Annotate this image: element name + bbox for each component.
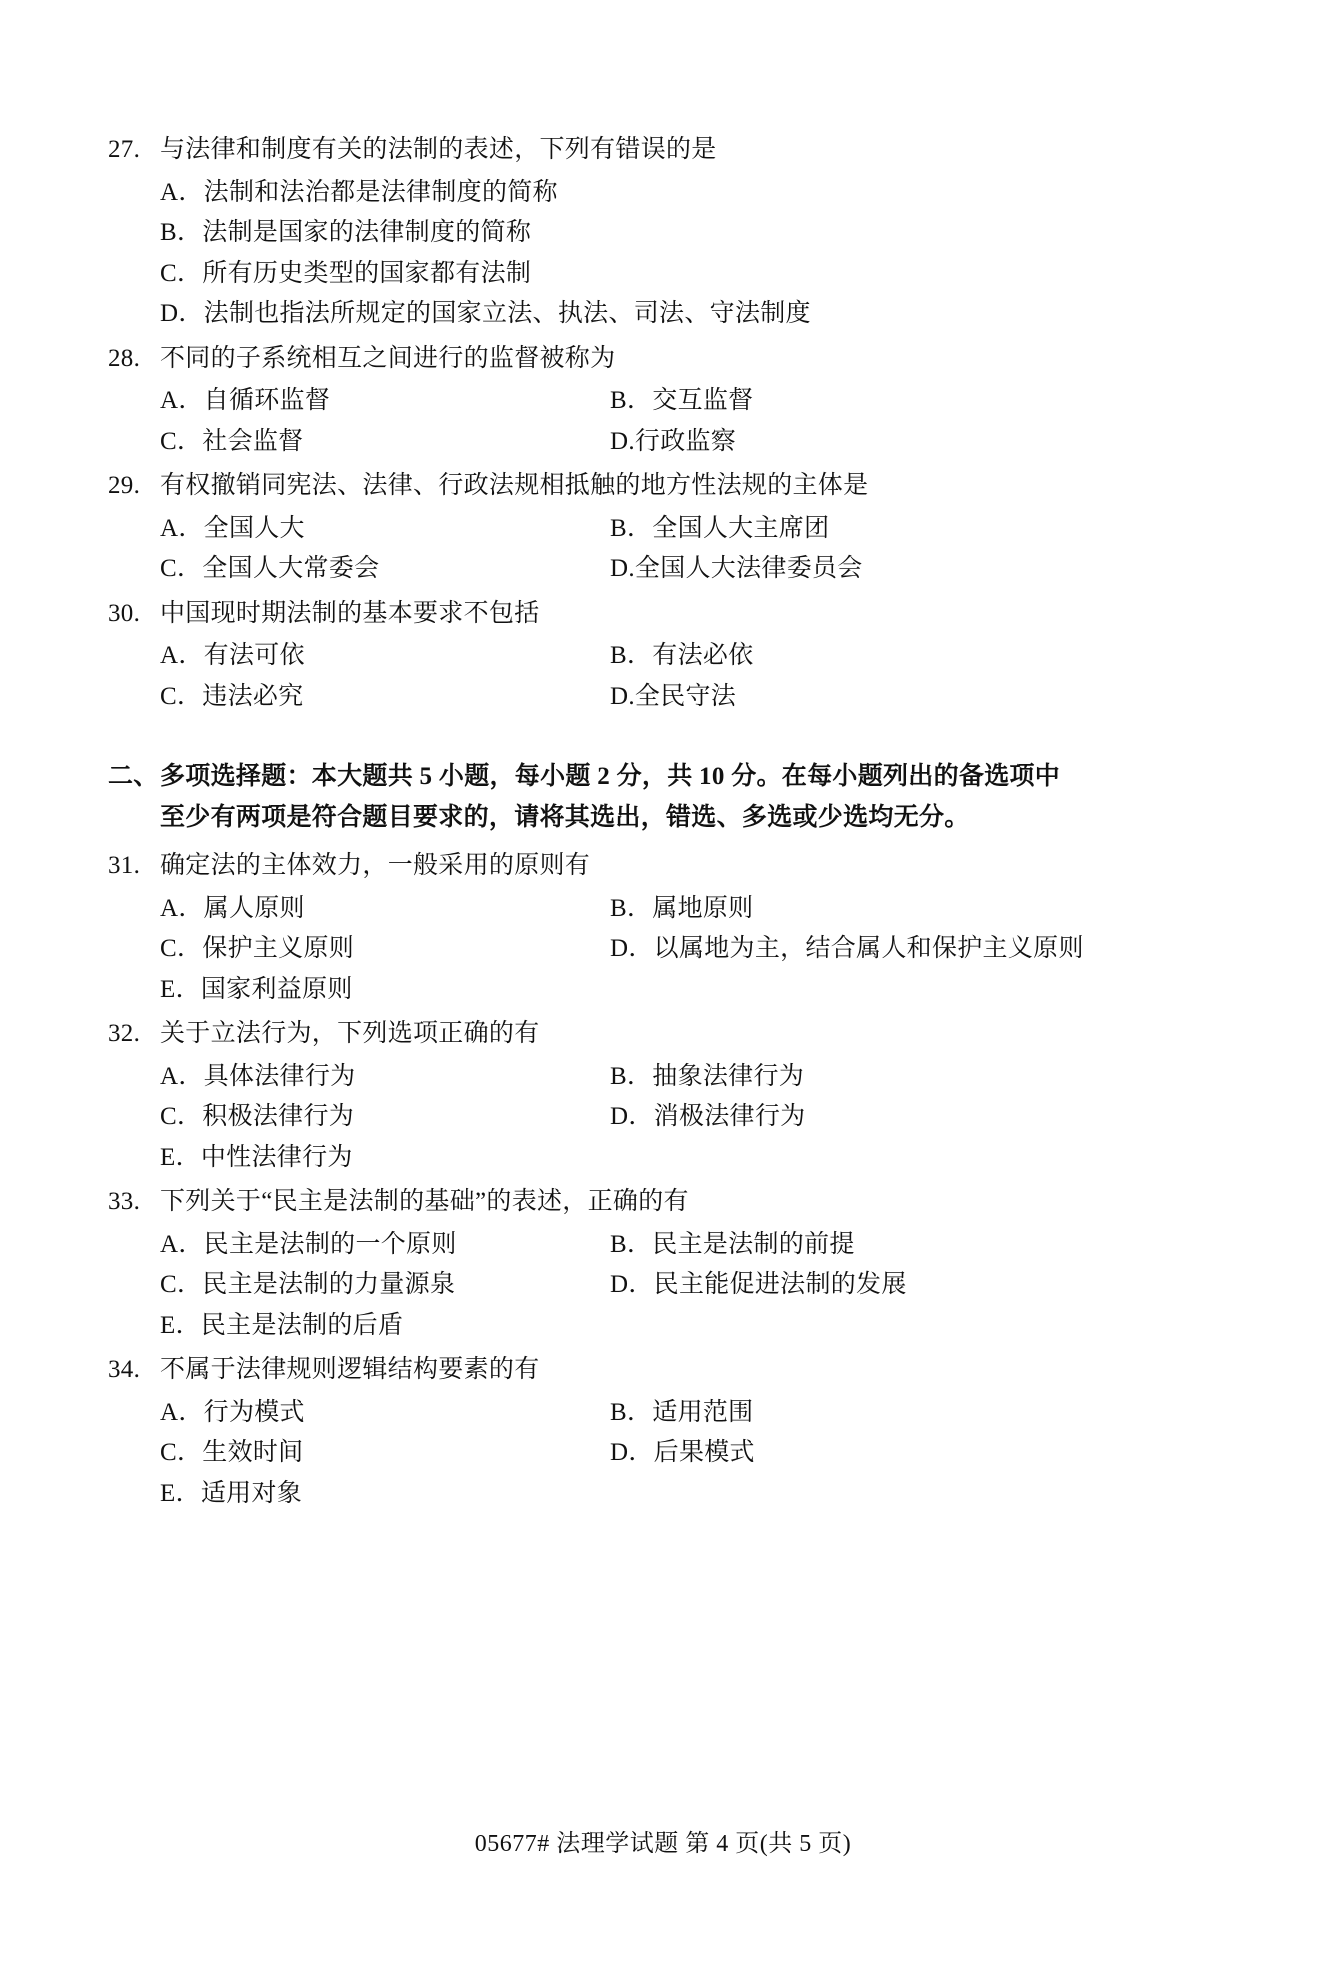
option-text: 保护主义原则 xyxy=(202,935,355,962)
option-d[interactable] xyxy=(558,929,1158,970)
option-text: 民主是法制的后盾 xyxy=(200,1311,404,1339)
question-stem xyxy=(108,1014,1218,1055)
option-a[interactable] xyxy=(108,509,558,550)
option-text: 民主是法制的力量源泉 xyxy=(202,1271,456,1298)
option-label: B． xyxy=(610,1062,653,1090)
option-label: D． xyxy=(610,935,654,962)
option-row xyxy=(108,1225,1218,1266)
option-row xyxy=(108,677,1218,718)
option-b[interactable] xyxy=(558,1225,1158,1266)
question-29 xyxy=(108,466,1218,590)
option-text: 行为模式 xyxy=(203,1398,305,1426)
option-text: 民主能促进法制的发展 xyxy=(653,1271,907,1298)
question-33 xyxy=(108,1182,1218,1346)
options-list xyxy=(108,509,1218,590)
option-text: 以属地为主，结合属人和保护主义原则 xyxy=(653,935,1084,962)
option-text: 法制和法治都是法律制度的简称 xyxy=(203,178,558,206)
option-row xyxy=(108,294,1218,335)
question-32 xyxy=(108,1014,1218,1178)
options-list xyxy=(108,1225,1218,1347)
option-label: A． xyxy=(160,642,204,669)
question-text: 下列关于“民主是法制的基础”的表述，正确的有 xyxy=(160,1188,689,1215)
option-a[interactable] xyxy=(108,889,558,930)
question-number: 33. xyxy=(108,1188,141,1215)
option-label: A． xyxy=(160,1230,204,1258)
option-label: C． xyxy=(160,555,203,582)
option-text: 具体法律行为 xyxy=(203,1062,356,1090)
option-e[interactable] xyxy=(108,1474,1218,1515)
option-text: 消极法律行为 xyxy=(653,1103,806,1130)
option-text: 中性法律行为 xyxy=(200,1143,353,1171)
question-stem xyxy=(108,1182,1218,1223)
question-34 xyxy=(108,1350,1218,1514)
option-row xyxy=(108,422,1218,463)
question-stem xyxy=(108,130,1218,171)
options-list xyxy=(108,636,1218,717)
option-row xyxy=(108,1265,1218,1306)
option-e[interactable] xyxy=(108,1306,1218,1347)
option-row xyxy=(108,929,1218,970)
question-stem xyxy=(108,1350,1218,1391)
option-label: C． xyxy=(160,682,203,710)
question-text: 中国现时期法制的基本要求不包括 xyxy=(160,599,540,627)
option-text: 违法必究 xyxy=(202,682,304,710)
option-d[interactable] xyxy=(558,1265,1158,1306)
option-label: A． xyxy=(160,1398,204,1426)
question-text: 不属于法律规则逻辑结构要素的有 xyxy=(160,1356,540,1383)
options-list xyxy=(108,1057,1218,1179)
option-e[interactable] xyxy=(108,970,1218,1011)
option-text: 适用对象 xyxy=(200,1479,303,1507)
option-label: C． xyxy=(160,1439,203,1466)
option-b[interactable] xyxy=(108,213,1218,254)
option-label: D. xyxy=(610,555,635,582)
question-number: 34. xyxy=(108,1356,141,1383)
option-row xyxy=(108,636,1218,677)
option-text: 法制也指法所规定的国家立法、执法、司法、守法制度 xyxy=(203,300,811,327)
question-stem xyxy=(108,846,1218,887)
option-label: D． xyxy=(160,300,204,327)
option-c[interactable] xyxy=(108,929,558,970)
option-row xyxy=(108,1393,1218,1434)
option-row xyxy=(108,381,1218,422)
option-label: B． xyxy=(610,1398,653,1426)
option-a[interactable] xyxy=(108,1225,558,1266)
option-row xyxy=(108,970,1218,1011)
option-label: B． xyxy=(610,387,653,414)
option-d[interactable] xyxy=(558,549,1158,590)
options-list xyxy=(108,381,1218,462)
option-text: 全国人大法律委员会 xyxy=(634,555,863,582)
option-text: 交互监督 xyxy=(652,387,754,414)
question-28 xyxy=(108,339,1218,463)
option-text: 社会监督 xyxy=(202,427,304,455)
option-label: E． xyxy=(160,1143,201,1171)
option-label: C． xyxy=(160,427,203,455)
option-b[interactable] xyxy=(558,1393,1158,1434)
option-c[interactable] xyxy=(108,422,558,463)
question-number: 31. xyxy=(108,852,141,879)
option-label: A． xyxy=(160,387,204,414)
question-text: 有权撤销同宪法、法律、行政法规相抵触的地方性法规的主体是 xyxy=(160,472,869,499)
section-line-1: 多项选择题：本大题共 5 小题，每小题 2 分，共 10 分。在每小题列出的备选项中 xyxy=(160,763,1061,790)
option-row xyxy=(108,889,1218,930)
option-row xyxy=(108,549,1218,590)
option-label: B． xyxy=(610,894,653,922)
option-text: 有法可依 xyxy=(203,642,305,669)
option-d[interactable] xyxy=(558,422,1158,463)
question-number: 29. xyxy=(108,472,141,499)
option-text: 抽象法律行为 xyxy=(652,1062,805,1090)
option-label: D. xyxy=(610,427,635,455)
section-number: 二、 xyxy=(108,763,159,790)
question-text: 不同的子系统相互之间进行的监督被称为 xyxy=(160,344,616,372)
question-text: 与法律和制度有关的法制的表述，下列有错误的是 xyxy=(160,136,717,163)
option-text: 法制是国家的法律制度的简称 xyxy=(202,219,532,246)
option-b[interactable] xyxy=(558,509,1158,550)
option-row xyxy=(108,254,1218,295)
option-label: D． xyxy=(610,1103,654,1130)
option-row xyxy=(108,1433,1218,1474)
option-b[interactable] xyxy=(558,1057,1158,1098)
option-text: 所有历史类型的国家都有法制 xyxy=(202,259,532,287)
option-text: 全国人大主席团 xyxy=(652,514,830,542)
options-list xyxy=(108,889,1218,1011)
option-text: 属人原则 xyxy=(203,894,305,922)
option-b[interactable] xyxy=(558,381,1158,422)
question-stem xyxy=(108,339,1218,380)
option-row xyxy=(108,509,1218,550)
option-d[interactable] xyxy=(558,1433,1158,1474)
option-row xyxy=(108,1306,1218,1347)
option-a[interactable] xyxy=(108,1057,558,1098)
option-label: B． xyxy=(610,642,653,669)
option-label: A． xyxy=(160,178,204,206)
option-text: 全民守法 xyxy=(634,682,737,710)
question-number: 28. xyxy=(108,344,141,372)
question-text: 关于立法行为，下列选项正确的有 xyxy=(160,1020,540,1047)
options-list xyxy=(108,1393,1218,1515)
option-text: 有法必依 xyxy=(652,642,754,669)
section-heading-multiple-choice xyxy=(108,757,1218,838)
option-a[interactable] xyxy=(108,1393,558,1434)
option-label: C． xyxy=(160,935,203,962)
option-text: 全国人大 xyxy=(203,514,305,542)
question-number: 32. xyxy=(108,1020,141,1047)
option-row xyxy=(108,173,1218,214)
option-label: A． xyxy=(160,894,204,922)
option-label: B． xyxy=(610,1230,653,1258)
option-text: 适用范围 xyxy=(652,1398,754,1426)
option-text: 行政监察 xyxy=(634,427,737,455)
options-list xyxy=(108,173,1218,335)
option-c[interactable] xyxy=(108,549,558,590)
option-a[interactable] xyxy=(108,636,558,677)
question-30 xyxy=(108,594,1218,718)
option-c[interactable] xyxy=(108,254,1218,295)
option-label: D. xyxy=(610,682,635,710)
option-row xyxy=(108,1138,1218,1179)
option-row xyxy=(108,213,1218,254)
question-text: 确定法的主体效力，一般采用的原则有 xyxy=(160,852,591,879)
option-c[interactable] xyxy=(108,1433,558,1474)
option-d[interactable] xyxy=(108,294,1218,335)
option-label: D． xyxy=(610,1439,654,1466)
option-c[interactable] xyxy=(108,1265,558,1306)
option-label: E． xyxy=(160,975,201,1003)
option-label: C． xyxy=(160,1271,203,1298)
option-row xyxy=(108,1057,1218,1098)
option-label: C． xyxy=(160,259,203,287)
question-stem xyxy=(108,594,1218,635)
option-text: 生效时间 xyxy=(202,1439,304,1466)
question-number: 27. xyxy=(108,136,141,163)
question-27 xyxy=(108,130,1218,335)
option-text: 国家利益原则 xyxy=(200,975,353,1003)
option-text: 自循环监督 xyxy=(203,387,331,414)
option-label: D． xyxy=(610,1271,654,1298)
option-label: E． xyxy=(160,1479,201,1507)
option-a[interactable] xyxy=(108,381,558,422)
option-text: 属地原则 xyxy=(652,894,754,922)
option-text: 民主是法制的前提 xyxy=(652,1230,855,1258)
option-label: A． xyxy=(160,1062,204,1090)
question-number: 30. xyxy=(108,599,141,627)
option-c[interactable] xyxy=(108,1097,558,1138)
option-label: E． xyxy=(160,1311,201,1339)
option-d[interactable] xyxy=(558,1097,1158,1138)
option-a[interactable] xyxy=(108,173,1218,214)
option-text: 积极法律行为 xyxy=(202,1103,355,1130)
option-label: C． xyxy=(160,1103,203,1130)
option-label: B． xyxy=(610,514,653,542)
option-label: B． xyxy=(160,219,203,246)
option-row xyxy=(108,1097,1218,1138)
option-e[interactable] xyxy=(108,1138,1218,1179)
option-text: 全国人大常委会 xyxy=(202,555,380,582)
option-label: A． xyxy=(160,514,204,542)
page-footer: 05677# 法理学试题 第 4 页(共 5 页) xyxy=(474,1831,852,1857)
section-line-2: 至少有两项是符合题目要求的，请将其选出，错选、多选或少选均无分。 xyxy=(160,803,970,831)
option-b[interactable] xyxy=(558,889,1158,930)
option-text: 后果模式 xyxy=(653,1439,755,1466)
question-31 xyxy=(108,846,1218,1010)
option-d[interactable] xyxy=(558,677,1158,718)
page-content xyxy=(108,130,1218,1518)
option-c[interactable] xyxy=(108,677,558,718)
option-b[interactable] xyxy=(558,636,1158,677)
option-row xyxy=(108,1474,1218,1515)
question-stem xyxy=(108,466,1218,507)
option-text: 民主是法制的一个原则 xyxy=(203,1230,457,1258)
